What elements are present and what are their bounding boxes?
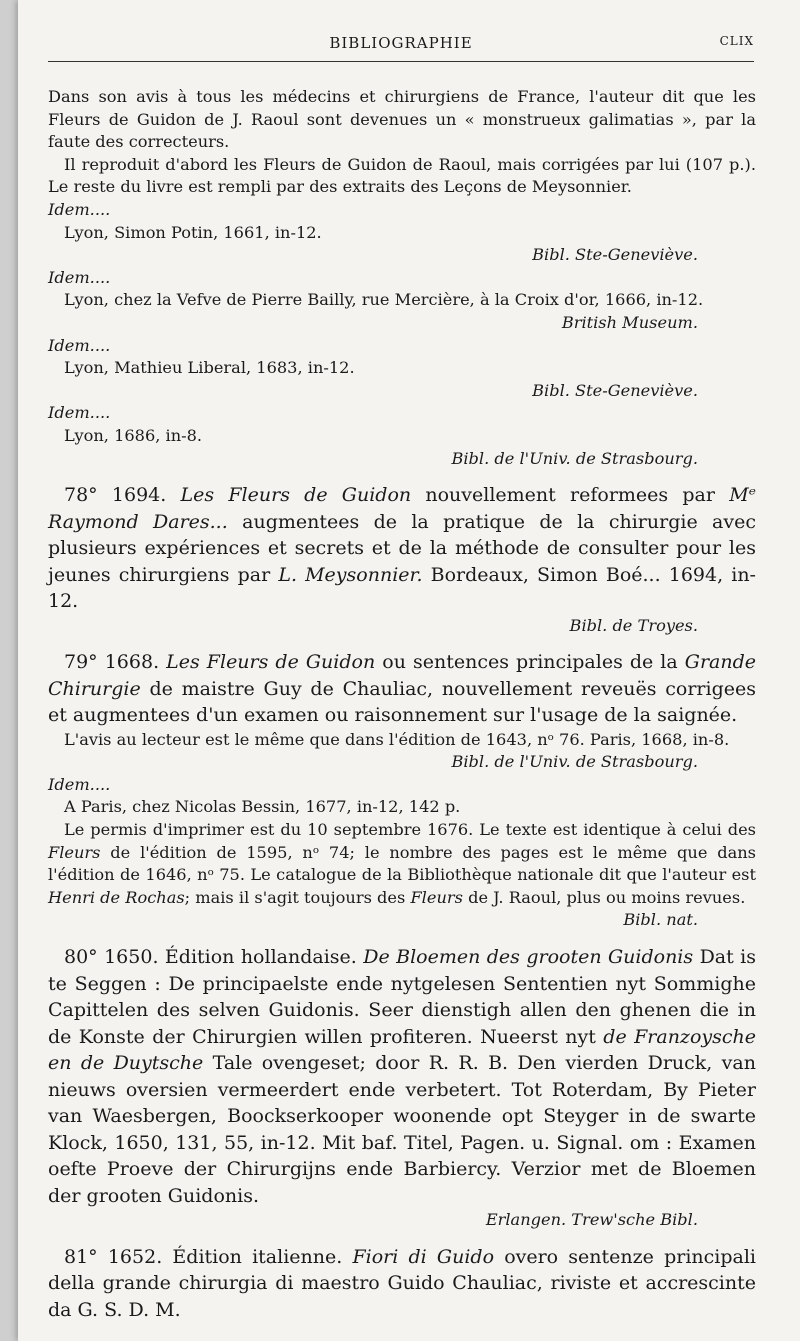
entry-imprint: Lyon, chez la Vefve de Pierre Bailly, rue Mercière, à la Croix d'or, 1666, in-12. bbox=[64, 290, 704, 310]
entry-title: Fiori di Guido bbox=[352, 1245, 495, 1268]
entry-location: Bibl. Ste-Geneviève. bbox=[532, 380, 698, 400]
spacer bbox=[48, 470, 756, 482]
commentary-text: de l'édition de 1595, nᵒ 74; le nombre des pages est le même que dans l'édition de 1646, nᵒ 75. Le catalogue de la Bibliothèque nationale dit que l'auteur est bbox=[48, 842, 756, 885]
entry-text: Édition italienne. bbox=[172, 1245, 343, 1268]
entry-text: Dat is te Seggen : De principaelste ende nytgelesen Sententien nyt Sommighe Capittelen des selven Guidonis. Seer dienstigh allen den ghenen die in de Konste der Chirurgien willen profiteren. Nueerst nyt bbox=[48, 946, 756, 1048]
entry-imprint: Lyon, Simon Potin, 1661, in-12. bbox=[64, 222, 322, 242]
entry-text: de maistre Guy de Chauliac, nouvellement reveuës corrigees et augmentees d'un examen ou raisonnement sur l'usage de la saignée. bbox=[48, 677, 756, 727]
entry-title: Les Fleurs de Guidon bbox=[180, 484, 412, 507]
entry-number: 81° 1652. bbox=[64, 1245, 163, 1268]
idem-label: Idem.... bbox=[48, 335, 111, 355]
commentary-text: Le permis d'imprimer est du 10 septembre 1676. Le texte est identique à celui des bbox=[64, 820, 756, 840]
spacer bbox=[48, 1232, 756, 1244]
commentary-author: Henri de Rochas bbox=[48, 887, 185, 907]
entry-location: Bibl. de l'Univ. de Strasbourg. bbox=[451, 448, 698, 468]
entry-location: Erlangen. Trew'sche Bibl. bbox=[485, 1210, 698, 1230]
paragraph-avis: Dans son avis à tous les médecins et chirurgiens de France, l'auteur dit que les Fleurs de Guidon de J. Raoul sont devenues un « monstrueux galimatias », par la faute des correcteurs. bbox=[48, 87, 756, 152]
spacer bbox=[48, 637, 756, 649]
idem-label: Idem.... bbox=[48, 199, 111, 219]
entry-80 bbox=[48, 944, 756, 1209]
entry-imprint: Lyon, 1686, in-8. bbox=[64, 425, 203, 445]
entry-81 bbox=[48, 1244, 756, 1324]
entry-location: Bibl. Ste-Geneviève. bbox=[532, 245, 698, 265]
entry-note: L'avis au lecteur est le même que dans l'édition de 1643, nᵒ 76. Paris, 1668, in-8. bbox=[64, 729, 730, 749]
commentary-title: Fleurs bbox=[48, 842, 101, 862]
entry-text: Édition hollandaise. bbox=[164, 946, 357, 969]
running-title: BIBLIOGRAPHIE bbox=[329, 34, 473, 52]
entry-number: 78° 1694. bbox=[64, 484, 167, 507]
paragraph-reproduit: Il reproduit d'abord les Fleurs de Guidon de Raoul, mais corrigées par lui (107 p.). Le reste du livre est rempli par des extraits des Leçons de Meysonnier. bbox=[48, 154, 756, 197]
page bbox=[18, 0, 800, 1341]
entry-imprint: Bordeaux, Simon Boé... 1694, in-12. bbox=[48, 563, 756, 613]
entry-location: Bibl. nat. bbox=[623, 910, 698, 930]
entry-location: Bibl. de l'Univ. de Strasbourg. bbox=[451, 752, 698, 772]
entry-78 bbox=[48, 482, 756, 615]
entry-title: Les Fleurs de Guidon bbox=[166, 651, 376, 674]
idem-label: Idem.... bbox=[48, 403, 111, 423]
entry-title: De Bloemen des grooten Guidonis bbox=[363, 946, 694, 969]
entry-title: Grande Chirurgie bbox=[48, 651, 756, 700]
entry-imprint: A Paris, chez Nicolas Bessin, 1677, in-12, 142 p. bbox=[64, 797, 461, 817]
entry-text: Tale ovengeset; door R. R. B. Den vierden Druck, van nieuws oversien vermeerdert ende verbetert. Tot Roterdam, By Pieter van Waesbergen, Boockserkooper woonende opt Steyger in de swarte Klock, 1650, 131, 55, in-12. Mit baf. Titel, Pagen. u. Signal. om : Examen oefte Proeve der Chirurgijns ende Barbiercy. Verzior met de Bloemen der grooten Guidonis. bbox=[48, 1052, 756, 1207]
entry-text: overo sentenze principali della grande chirurgia di maestro Guido Chauliac, riviste et accrescinte da G. S. D. M. bbox=[48, 1245, 756, 1321]
entry-text: nouvellement reformees par bbox=[425, 484, 715, 507]
entry-author: Mᵉ Raymond Dares... bbox=[48, 484, 757, 533]
entry-text: ou sentences principales de la bbox=[382, 651, 678, 674]
entry-number: 80° 1650. bbox=[64, 946, 159, 969]
header-rule bbox=[48, 61, 754, 62]
entry-79 bbox=[48, 649, 756, 729]
entry-author: L. Meysonnier. bbox=[278, 563, 423, 586]
entry-title: de Franzoysche en de Duytsche bbox=[48, 1025, 756, 1075]
page-body bbox=[48, 86, 756, 1323]
spacer bbox=[48, 932, 756, 944]
entry-commentary bbox=[48, 819, 756, 909]
entry-location: Bibl. de Troyes. bbox=[569, 615, 698, 635]
idem-label: Idem.... bbox=[48, 267, 111, 287]
commentary-title: Fleurs bbox=[410, 887, 463, 907]
entry-imprint: Lyon, Mathieu Liberal, 1683, in-12. bbox=[64, 358, 355, 378]
entry-text: augmentees de la pratique de la chirurgie avec plusieurs expériences et secrets et de la méthode de consulter pour les jeunes chirurgiens par bbox=[48, 510, 756, 586]
entry-number: 79° 1668. bbox=[64, 651, 160, 674]
idem-label: Idem.... bbox=[48, 774, 111, 794]
page-number: CLIX bbox=[719, 34, 754, 48]
entry-location: British Museum. bbox=[561, 312, 698, 332]
commentary-text: de J. Raoul, plus ou moins revues. bbox=[468, 887, 746, 907]
commentary-text: ; mais il s'agit toujours des bbox=[184, 887, 406, 907]
